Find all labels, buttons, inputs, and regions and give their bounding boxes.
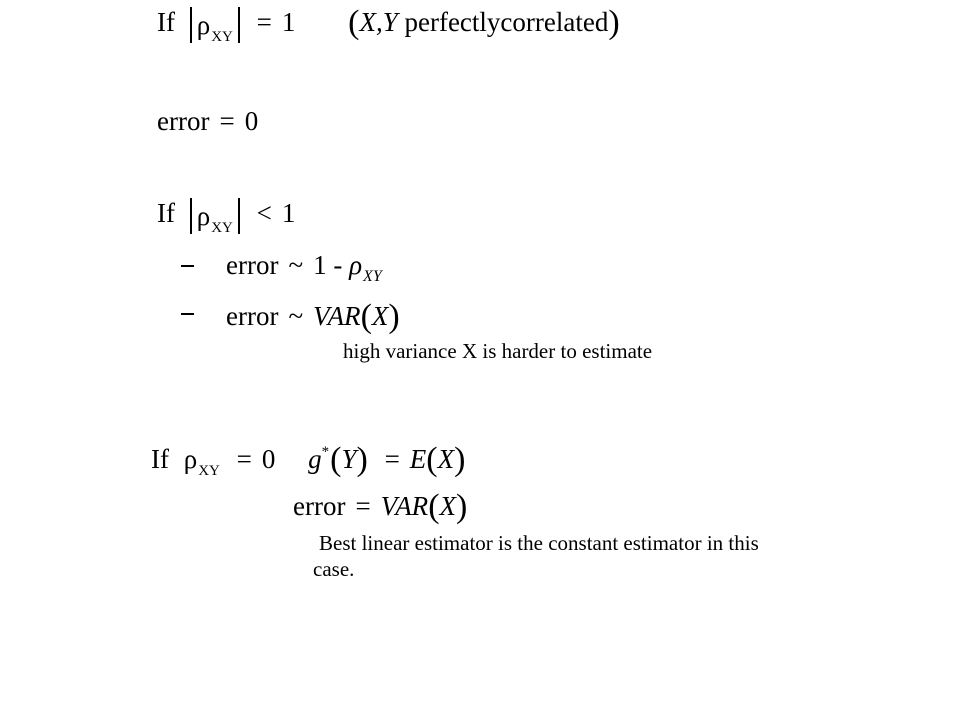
equals-sign: =	[219, 106, 235, 136]
equals-sign: =	[384, 444, 400, 474]
left-paren: (	[360, 298, 372, 335]
perfectly-correlated-text: perfectlycorrelated	[404, 7, 609, 37]
right-paren: )	[388, 298, 400, 335]
one-value: 1	[281, 198, 296, 229]
rho-subscript: XY	[363, 268, 382, 285]
left-paren: (	[428, 488, 440, 525]
equation-error-zero	[157, 108, 258, 135]
note-line-2: case.	[313, 557, 355, 582]
bullet-dash	[181, 313, 194, 315]
tilde-sign: ~	[288, 250, 304, 280]
equation-uncorrelated	[151, 443, 465, 477]
error-word: error	[293, 491, 346, 521]
less-than-sign: <	[256, 198, 272, 229]
var-function: VAR	[380, 491, 429, 521]
comma: ,	[375, 7, 383, 37]
equation-error-equals-variance	[293, 490, 467, 524]
var-x: X	[439, 491, 457, 521]
error-word: error	[157, 106, 210, 136]
var-y: Y	[382, 7, 398, 37]
if-word: If	[157, 7, 175, 37]
tilde-sign: ~	[288, 301, 304, 331]
var-function: VAR	[313, 301, 361, 331]
equals-sign: =	[355, 491, 371, 521]
rho-subscript: XY	[211, 220, 233, 236]
rho-symbol: ρ	[183, 444, 198, 474]
rho-symbol: ρ	[349, 250, 363, 280]
right-paren: )	[356, 441, 368, 478]
right-paren: )	[454, 441, 466, 478]
note-line-1: Best linear estimator is the constant estimator in this	[319, 531, 759, 555]
one-minus: 1 -	[313, 250, 343, 280]
equation-partial-correlation	[157, 198, 295, 234]
rho-subscript: XY	[198, 463, 220, 479]
zero-value: 0	[244, 106, 259, 136]
rho-symbol: ρ	[196, 201, 211, 231]
var-x: X	[371, 301, 389, 331]
one-value: 1	[281, 7, 296, 37]
right-paren: )	[608, 4, 620, 41]
rho-symbol: ρ	[196, 9, 211, 40]
error-word: error	[226, 301, 279, 331]
if-word: If	[151, 444, 169, 474]
equation-error-one-minus-rho	[226, 250, 382, 285]
abs-rho-xy	[190, 198, 240, 234]
g-star: *	[321, 444, 330, 460]
if-word: If	[157, 198, 175, 229]
bullet-dash	[181, 265, 194, 267]
left-paren: (	[330, 441, 342, 478]
note-constant-estimator	[313, 530, 759, 583]
right-paren: )	[456, 488, 468, 525]
g-function: g	[308, 444, 322, 474]
left-paren: (	[426, 441, 438, 478]
equals-sign: =	[236, 444, 252, 474]
equals-sign: =	[256, 7, 272, 37]
equation-perfect-correlation	[157, 6, 620, 43]
expectation-e: E	[409, 444, 427, 474]
zero-value: 0	[261, 444, 276, 474]
var-x: X	[359, 7, 376, 37]
var-x: X	[437, 444, 455, 474]
error-word: error	[226, 250, 279, 280]
note-high-variance: high variance X is harder to estimate	[343, 339, 653, 363]
rho-subscript: XY	[211, 28, 233, 45]
equation-error-variance	[226, 300, 400, 334]
var-y: Y	[341, 444, 357, 474]
left-paren: (	[348, 4, 360, 41]
abs-rho-xy	[190, 7, 240, 43]
